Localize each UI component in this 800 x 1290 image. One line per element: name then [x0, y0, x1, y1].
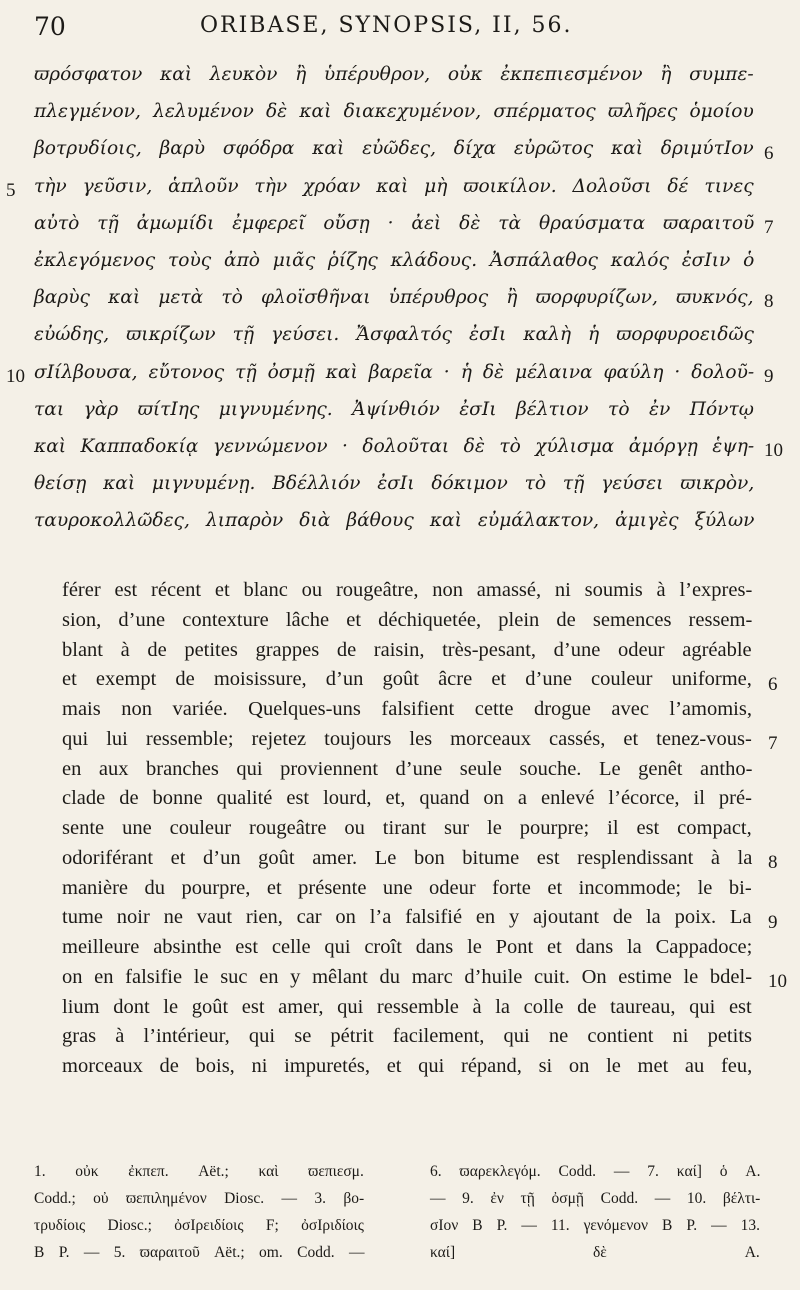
footnote-line: 1. οὐκ ἐκπεπ. Aët.; καὶ ϖεπιεσμ. — [34, 1163, 364, 1180]
page-number: 70 — [34, 12, 66, 41]
greek-text-line: βοτρυδίοις, βαρὺ σφόδρα καὶ εὐῶδες, δίχα εὐρῶτος καὶ δριμύτΙον — [34, 138, 754, 160]
footnote-line: σΙον B P. — 11. γενόμενον B P. — 13. — [430, 1217, 760, 1234]
french-text-line: gras à l’intérieur, qui se pétrit facilement, qui ne contient ni petits — [62, 1025, 752, 1048]
greek-text-line: τὴν γεῦσιν, ἁπλοῦν τὴν χρόαν καὶ μὴ ϖοικίλον. Δολοῦσι δέ τινες — [34, 175, 754, 197]
footnote-line: 6. ϖαρεκλεγόμ. Codd. — 7. καί] ὁ A. — [430, 1163, 761, 1180]
footnote-line: — 9. ἐν τῇ ὀσμῇ Codd. — 10. βέλτι- — [430, 1190, 761, 1207]
french-translation-block — [62, 576, 752, 1082]
margin-line-number: 7 — [764, 216, 774, 238]
margin-line-number: 8 — [764, 291, 774, 313]
french-text-line: odoriférant et d’un goût amer. Le bon bitume est resplendissant à la — [62, 846, 753, 869]
margin-line-number: 7 — [768, 733, 778, 755]
running-title: ORIBASE, SYNOPSIS, II, 56. — [200, 13, 573, 38]
greek-text-line: σΙίλβουσα, εὔτονος τῇ ὀσμῇ καὶ βαρεῖα · ἡ δὲ μέλαινα φαύλη · δολοῦ- — [34, 361, 755, 383]
greek-text-line: ἐκλεγόμενος τοὺς ἀπὸ μιᾶς ῥίζης κλάδους. Ἀσπάλαθος καλός ἐσΙιν ὁ — [34, 249, 755, 271]
french-text-line: tume noir ne vaut rien, car on l’a falsifié en y ajoutant de la poix. La — [62, 906, 752, 929]
margin-line-number: 6 — [764, 142, 774, 164]
footnote-line: καί] δὲ A. — [430, 1244, 760, 1261]
greek-text-block — [34, 56, 754, 539]
french-text-line: manière du pourpre, et présente une odeur forte et incommode; le bi- — [62, 876, 752, 899]
french-text-line: férer est récent et blanc ou rougeâtre, non amassé, ni soumis à l’expres- — [62, 579, 753, 601]
margin-line-number: 6 — [768, 673, 778, 695]
french-text-line: lium dont le goût est amer, qui ressemble à la colle de taureau, qui est — [62, 995, 752, 1018]
footnotes-left-column — [34, 1158, 364, 1266]
french-text-line: et exempt de moisissure, d’un goût âcre et d’une couleur uniforme, — [62, 668, 752, 691]
footnote-line: B P. — 5. ϖαραιτοῦ Aët.; om. Codd. — — [34, 1244, 365, 1261]
french-text-line: qui lui ressemble; rejetez toujours les morceaux cassés, et tenez-vous- — [62, 727, 752, 750]
greek-text-line: ταυροκολλῶδες, λιπαρὸν διὰ βάθους καὶ εὐμάλακτον, ἀμιγὲς ξύλων — [34, 510, 755, 532]
french-text-line: sente une couleur rougeâtre ou tirant sur le pourpre; il est compact, — [62, 817, 752, 839]
footnote-line: Codd.; οὐ ϖεπιλημένον Diosc. — 3. βο- — [34, 1190, 365, 1207]
french-text-line: mais non variée. Quelques-uns falsifient cette drogue avec l’amomis, — [62, 698, 752, 720]
french-text-line: clade de bonne qualité est lourd, et, quand on a enlevé l’écorce, il pré- — [62, 787, 752, 810]
greek-text-line: ται γὰρ ϖίτΙης μιγνυμένης. Ἀψίνθιόν ἐσΙι βέλτιον τὸ ἐν Πόντῳ — [34, 398, 754, 420]
margin-line-number: 10 — [768, 971, 787, 993]
greek-text-line: εὐώδης, ϖικρίζων τῇ γεύσει. Ἄσφαλτός ἐσΙι καλὴ ἡ ϖορφυροειδῶς — [34, 324, 754, 346]
margin-line-number: 8 — [768, 852, 778, 874]
greek-text-line: βαρὺς καὶ μετὰ τὸ φλοϊσθῆναι ὑπέρυθρος ἢ ϖορφυρίζων, ϖυκνός, — [34, 287, 754, 309]
margin-line-number: 5 — [6, 179, 16, 201]
french-text-line: en aux branches qui proviennent d’une seule souche. Le genêt antho- — [62, 757, 753, 780]
french-text-line: sion, d’une contexture lâche et déchiquetée, plein de semences ressem- — [62, 608, 753, 631]
french-text-line: on en falsifie le suc en y mêlant du marc d’huile cuit. On estime le bdel- — [62, 965, 753, 988]
french-text-line: morceaux de bois, ni impuretés, et qui répand, si on le met au feu, — [62, 1055, 753, 1077]
greek-text-line: πλεγμένον, λελυμένον δὲ καὶ διακεχυμένον, σπέρματος ϖλῆρες ὁμοίου — [34, 101, 754, 123]
french-text-line: meilleure absinthe est celle qui croît dans le Pont et dans la Cappadoce; — [62, 936, 753, 958]
running-head — [0, 10, 800, 46]
margin-line-number: 10 — [6, 365, 25, 387]
footnote-line: τρυδίοις Diosc.; ὀσΙρειδίοις F; ὀσΙριδίοις — [34, 1217, 364, 1234]
margin-line-number: 9 — [768, 911, 778, 933]
greek-text-line: θείσῃ καὶ μιγνυμένῃ. Βδέλλιόν ἐσΙι δόκιμον τὸ τῇ γεύσει ϖικρὸν, — [34, 473, 755, 495]
greek-text-line: καὶ Καππαδοκίᾳ γεννώμενον · δολοῦται δὲ τὸ χύλισμα ἀμόργῃ ἑψη- — [34, 435, 755, 457]
french-text-line: blant à de petites grappes de raisin, très-pesant, d’une odeur agréable — [62, 638, 752, 661]
margin-line-number: 10 — [764, 440, 783, 462]
footnotes-right-column — [430, 1158, 760, 1266]
greek-text-line: ϖρόσφατον καὶ λευκὸν ἢ ὑπέρυθρον, οὐκ ἐκπεπιεσμένον ἢ συμπε- — [34, 64, 754, 85]
greek-text-line: αὐτὸ τῇ ἀμωμίδι ἐμφερεῖ οὔσῃ · ἀεὶ δὲ τὰ θραύσματα ϖαραιτοῦ — [34, 212, 755, 234]
margin-line-number: 9 — [764, 365, 774, 387]
